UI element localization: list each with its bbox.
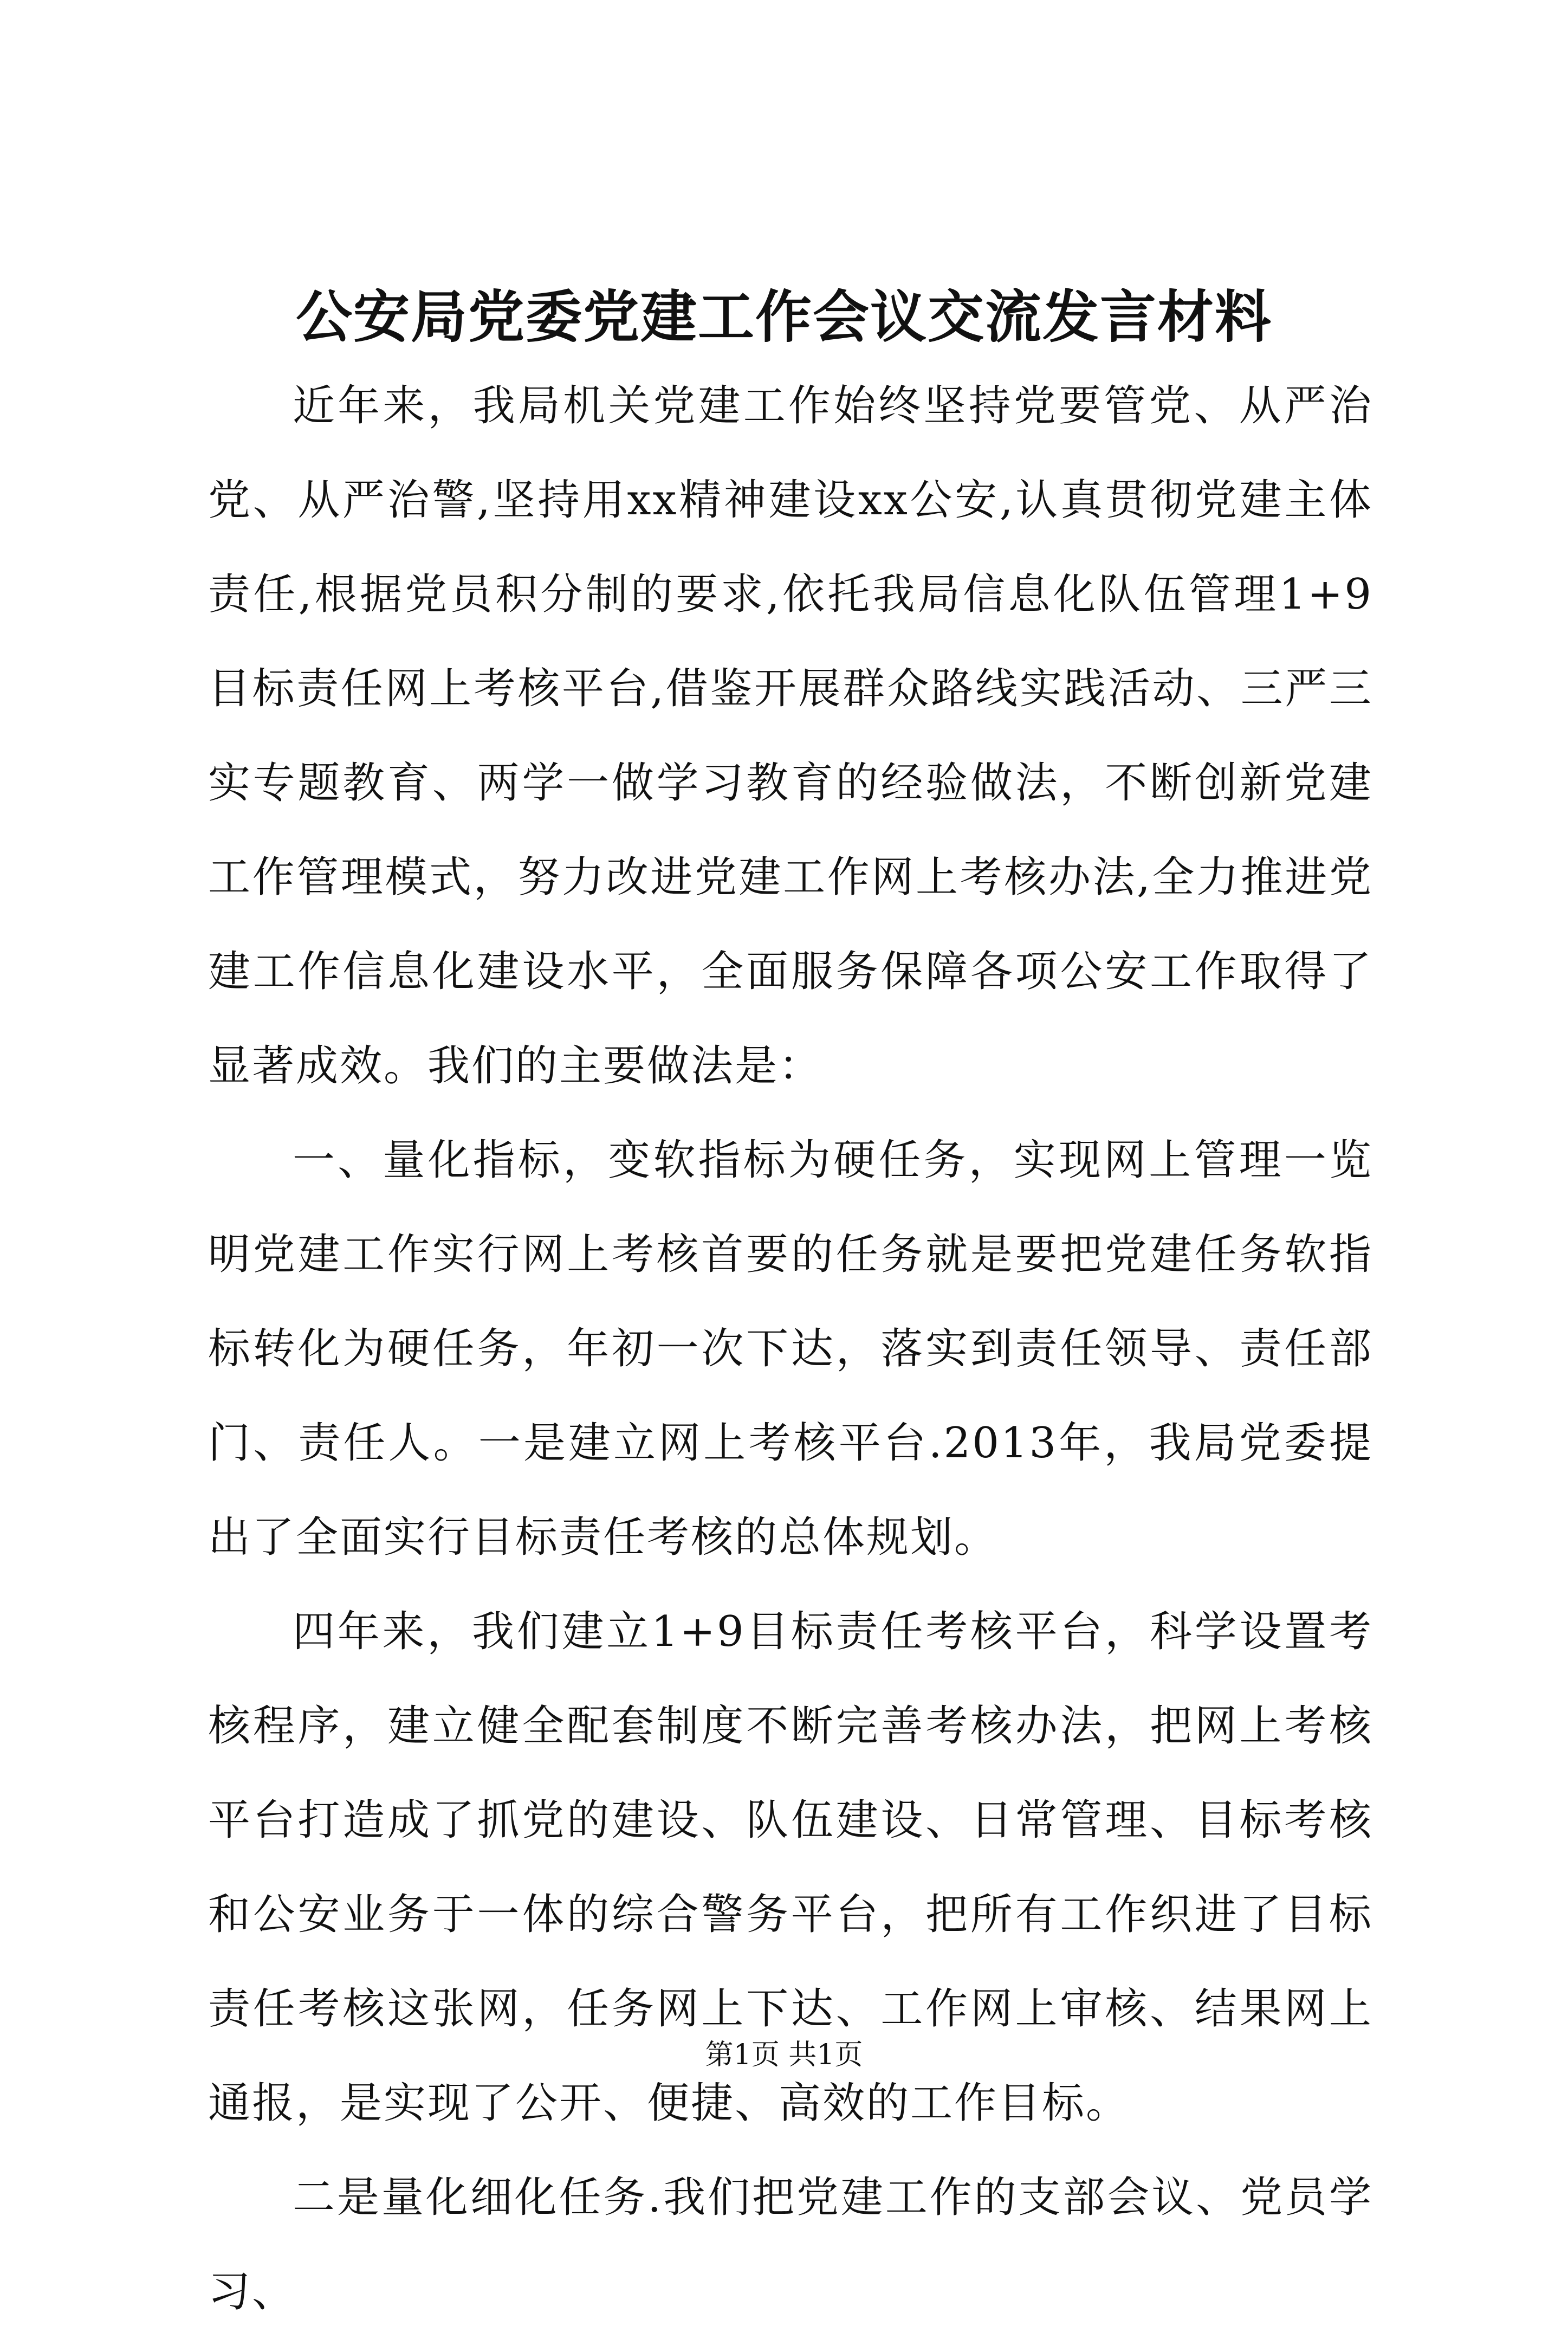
paragraph-section-one: 一、量化指标，变软指标为硬任务，实现网上管理一览明党建工作实行网上考核首要的任务就是要把党建任务软指标转化为硬任务，年初一次下达，落实到责任领导、责任部门、责任人。一是建立网上考核平台.2013年，我局党委提出了全面实行目标责任考核的总体规划。: [208, 1136, 1373, 1562]
paragraph-intro: 近年来，我局机关党建工作始终坚持党要管党、从严治党、从严治警,坚持用xx精神建设xx公安,认真贯彻党建主体责任,根据党员积分制的要求,依托我局信息化队伍管理1+9目标责任网上考核平台,借鉴开展群众路线实践活动、三严三实专题教育、两学一做学习教育的经验做法，不断创新党建工作管理模式，努力改进党建工作网上考核办法,全力推进党建工作信息化建设水平，全面服务保障各项公安工作取得了显著成效。我们的主要做法是：: [208, 382, 1373, 1090]
paragraph-quantify-tasks: 二是量化细化任务.我们把党建工作的支部会议、党员学习、: [208, 2173, 1373, 2316]
page-number-footer: 第1页 共1页: [705, 2039, 863, 2071]
paragraph-four-years: 四年来，我们建立1+9目标责任考核平台，科学设置考核程序，建立健全配套制度不断完善考核办法，把网上考核平台打造成了抓党的建设、队伍建设、日常管理、目标考核和公安业务于一体的综合警务平台，把所有工作织进了目标责任考核这张网，任务网上下达、工作网上审核、结果网上通报，是实现了公开、便捷、高效的工作目标。: [208, 1607, 1373, 2128]
document-title: 公安局党委党建工作会议交流发言材料: [295, 283, 1272, 350]
